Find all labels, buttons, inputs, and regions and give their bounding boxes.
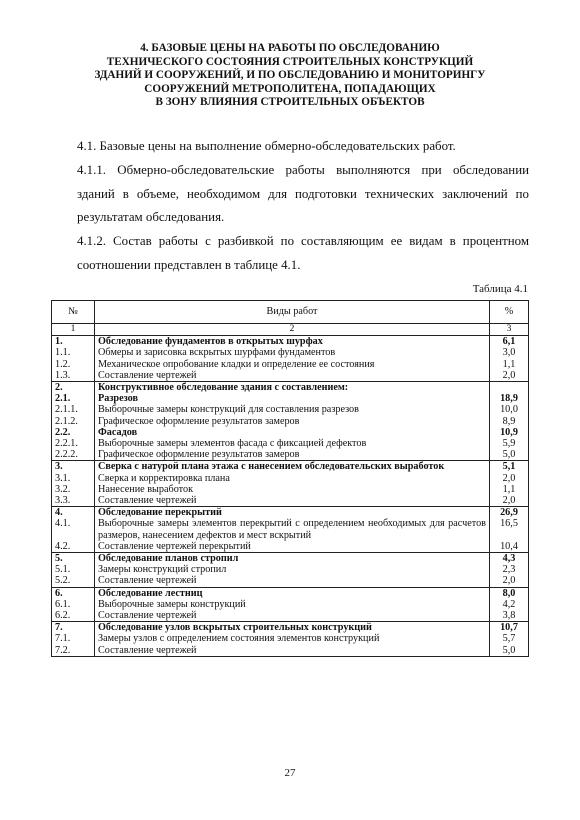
row-percent: 2,0 bbox=[490, 575, 529, 587]
column-number-2: 2 bbox=[95, 324, 490, 336]
table-row bbox=[52, 438, 529, 449]
row-number: 1.3. bbox=[52, 370, 95, 382]
table-row bbox=[52, 347, 529, 358]
row-work-type: Выборочные замеры элементов перекрытий с определением необходимых для расчетов размеров, нанесением дефектов и мест вскрытий bbox=[95, 518, 490, 540]
row-percent: 16,5 bbox=[490, 518, 529, 540]
heading-line: В ЗОНУ ВЛИЯНИЯ СТРОИТЕЛЬНЫХ ОБЪЕКТОВ bbox=[155, 96, 425, 108]
row-number: 3.2. bbox=[52, 484, 95, 495]
row-percent: 10,7 bbox=[490, 622, 529, 634]
row-percent: 5,0 bbox=[490, 449, 529, 461]
row-number: 3. bbox=[52, 461, 95, 473]
row-number: 6.1. bbox=[52, 599, 95, 610]
table-row bbox=[52, 518, 529, 540]
row-percent: 1,1 bbox=[490, 359, 529, 370]
table-row bbox=[52, 427, 529, 438]
section-heading bbox=[60, 42, 520, 110]
row-work-type: Выборочные замеры элементов фасада с фиксацией дефектов bbox=[95, 438, 490, 449]
row-number: 5.2. bbox=[52, 575, 95, 587]
row-percent: 5,1 bbox=[490, 461, 529, 473]
row-percent: 4,2 bbox=[490, 599, 529, 610]
row-percent: 10,4 bbox=[490, 541, 529, 553]
table-header-row bbox=[52, 301, 529, 324]
row-number: 6.2. bbox=[52, 610, 95, 622]
row-work-type: Составление чертежей bbox=[95, 495, 490, 507]
table-row bbox=[52, 336, 529, 348]
row-work-type: Обследование перекрытий bbox=[95, 507, 490, 519]
header-percent: % bbox=[490, 301, 529, 324]
row-percent: 2,0 bbox=[490, 370, 529, 382]
row-number: 1.2. bbox=[52, 359, 95, 370]
row-number: 5.1. bbox=[52, 564, 95, 575]
row-work-type: Конструктивное обследование здания с составлением: bbox=[95, 382, 490, 394]
heading-line: ТЕХНИЧЕСКОГО СОСТОЯНИЯ СТРОИТЕЛЬНЫХ КОНСТРУКЦИЙ bbox=[106, 55, 474, 68]
row-percent: 2,3 bbox=[490, 564, 529, 575]
row-number: 1. bbox=[52, 336, 95, 348]
row-percent: 5,0 bbox=[490, 645, 529, 657]
works-table-body bbox=[52, 301, 529, 657]
table-row bbox=[52, 587, 529, 599]
paragraph-text: 4.1.2. Состав работы с разбивкой по составляющим ее видам в процентном соотношении представлен в таблице 4.1. bbox=[77, 234, 529, 272]
row-number: 4. bbox=[52, 507, 95, 519]
row-work-type: Выборочные замеры конструкций bbox=[95, 599, 490, 610]
row-work-type: Составление чертежей перекрытий bbox=[95, 541, 490, 553]
row-work-type: Выборочные замеры конструкций для составления разрезов bbox=[95, 404, 490, 415]
row-work-type: Замеры узлов с определением состояния элементов конструкций bbox=[95, 633, 490, 644]
table-column-numbers-row bbox=[52, 324, 529, 336]
row-percent: 1,1 bbox=[490, 484, 529, 495]
heading-line: ЗДАНИЙ И СООРУЖЕНИЙ, И ПО ОБСЛЕДОВАНИЮ И МОНИТОРИНГУ bbox=[94, 69, 486, 81]
paragraph-text: 4.1. Базовые цены на выполнение обмерно-обследовательских работ. bbox=[77, 139, 456, 153]
row-percent: 4,3 bbox=[490, 553, 529, 565]
row-work-type: Графическое оформление результатов замеров bbox=[95, 416, 490, 427]
row-work-type: Обмеры и зарисовка вскрытых шурфами фундаментов bbox=[95, 347, 490, 358]
column-number-1: 1 bbox=[52, 324, 95, 336]
row-number: 3.1. bbox=[52, 473, 95, 484]
row-percent: 8,0 bbox=[490, 587, 529, 599]
row-number: 7.2. bbox=[52, 645, 95, 657]
paragraph-4-1-2 bbox=[51, 230, 529, 277]
heading-line: СООРУЖЕНИЙ МЕТРОПОЛИТЕНА, ПОПАДАЮЩИХ bbox=[144, 82, 436, 95]
table-row bbox=[52, 645, 529, 657]
row-work-type: Составление чертежей bbox=[95, 645, 490, 657]
row-percent: 8,9 bbox=[490, 416, 529, 427]
row-percent: 2,0 bbox=[490, 495, 529, 507]
row-work-type: Составление чертежей bbox=[95, 575, 490, 587]
table-caption: Таблица 4.1 bbox=[472, 283, 528, 295]
row-work-type: Обследование фундаментов в открытых шурфах bbox=[95, 336, 490, 348]
works-table bbox=[51, 300, 529, 657]
row-percent: 10,0 bbox=[490, 404, 529, 415]
row-percent: 2,0 bbox=[490, 473, 529, 484]
row-percent: 18,9 bbox=[490, 393, 529, 404]
row-work-type: Обследование лестниц bbox=[95, 587, 490, 599]
row-work-type: Сверка с натурой плана этажа с нанесением обследовательских выработок bbox=[95, 461, 490, 473]
paragraph-4-1 bbox=[51, 135, 529, 159]
table-row bbox=[52, 610, 529, 622]
row-work-type: Составление чертежей bbox=[95, 370, 490, 382]
table-row bbox=[52, 404, 529, 415]
table-row bbox=[52, 575, 529, 587]
paragraph-4-1-1 bbox=[51, 159, 529, 230]
header-work-types: Виды работ bbox=[95, 301, 490, 324]
table-row bbox=[52, 541, 529, 553]
table-row bbox=[52, 622, 529, 634]
table-row bbox=[52, 416, 529, 427]
table-row bbox=[52, 484, 529, 495]
row-work-type: Обследование планов стропил bbox=[95, 553, 490, 565]
row-percent: 10,9 bbox=[490, 427, 529, 438]
row-number: 3.3. bbox=[52, 495, 95, 507]
row-work-type: Составление чертежей bbox=[95, 610, 490, 622]
row-number: 2.2.2. bbox=[52, 449, 95, 461]
row-percent: 3,0 bbox=[490, 347, 529, 358]
row-number: 2.1. bbox=[52, 393, 95, 404]
table-row bbox=[52, 633, 529, 644]
table-row bbox=[52, 461, 529, 473]
table-row bbox=[52, 599, 529, 610]
row-percent: 5,7 bbox=[490, 633, 529, 644]
table-row bbox=[52, 495, 529, 507]
row-work-type: Замеры конструкций стропил bbox=[95, 564, 490, 575]
row-percent: 6,1 bbox=[490, 336, 529, 348]
row-percent: 3,8 bbox=[490, 610, 529, 622]
row-number: 2.1.1. bbox=[52, 404, 95, 415]
row-work-type: Графическое оформление результатов замеров bbox=[95, 449, 490, 461]
row-work-type: Сверка и корректировка плана bbox=[95, 473, 490, 484]
row-number: 1.1. bbox=[52, 347, 95, 358]
table-row bbox=[52, 473, 529, 484]
table-row bbox=[52, 553, 529, 565]
row-work-type: Механическое опробование кладки и определение ее состояния bbox=[95, 359, 490, 370]
row-number: 4.1. bbox=[52, 518, 95, 540]
row-number: 2. bbox=[52, 382, 95, 394]
row-percent: 26,9 bbox=[490, 507, 529, 519]
heading-line: 4. БАЗОВЫЕ ЦЕНЫ НА РАБОТЫ ПО ОБСЛЕДОВАНИЮ bbox=[140, 42, 440, 54]
row-number: 5. bbox=[52, 553, 95, 565]
row-number: 2.2.1. bbox=[52, 438, 95, 449]
row-number: 7.1. bbox=[52, 633, 95, 644]
row-number: 4.2. bbox=[52, 541, 95, 553]
table-row bbox=[52, 393, 529, 404]
row-work-type: Нанесение выработок bbox=[95, 484, 490, 495]
row-work-type: Обследование узлов вскрытых строительных конструкций bbox=[95, 622, 490, 634]
row-work-type: Фасадов bbox=[95, 427, 490, 438]
row-work-type: Разрезов bbox=[95, 393, 490, 404]
row-percent: 5,9 bbox=[490, 438, 529, 449]
row-number: 2.2. bbox=[52, 427, 95, 438]
page-number: 27 bbox=[284, 767, 296, 779]
table-row bbox=[52, 382, 529, 394]
table-row bbox=[52, 449, 529, 461]
table-row bbox=[52, 370, 529, 382]
row-number: 2.1.2. bbox=[52, 416, 95, 427]
row-number: 7. bbox=[52, 622, 95, 634]
table-row bbox=[52, 564, 529, 575]
table-row bbox=[52, 359, 529, 370]
row-number: 6. bbox=[52, 587, 95, 599]
paragraph-text: 4.1.1. Обмерно-обследовательские работы выполняются при обследовании зданий в объеме, необходимом для подготовки технических заключений по результатам обследования. bbox=[77, 163, 529, 224]
row-percent bbox=[490, 382, 529, 394]
header-number: № bbox=[52, 301, 95, 324]
table-row bbox=[52, 507, 529, 519]
column-number-3: 3 bbox=[490, 324, 529, 336]
